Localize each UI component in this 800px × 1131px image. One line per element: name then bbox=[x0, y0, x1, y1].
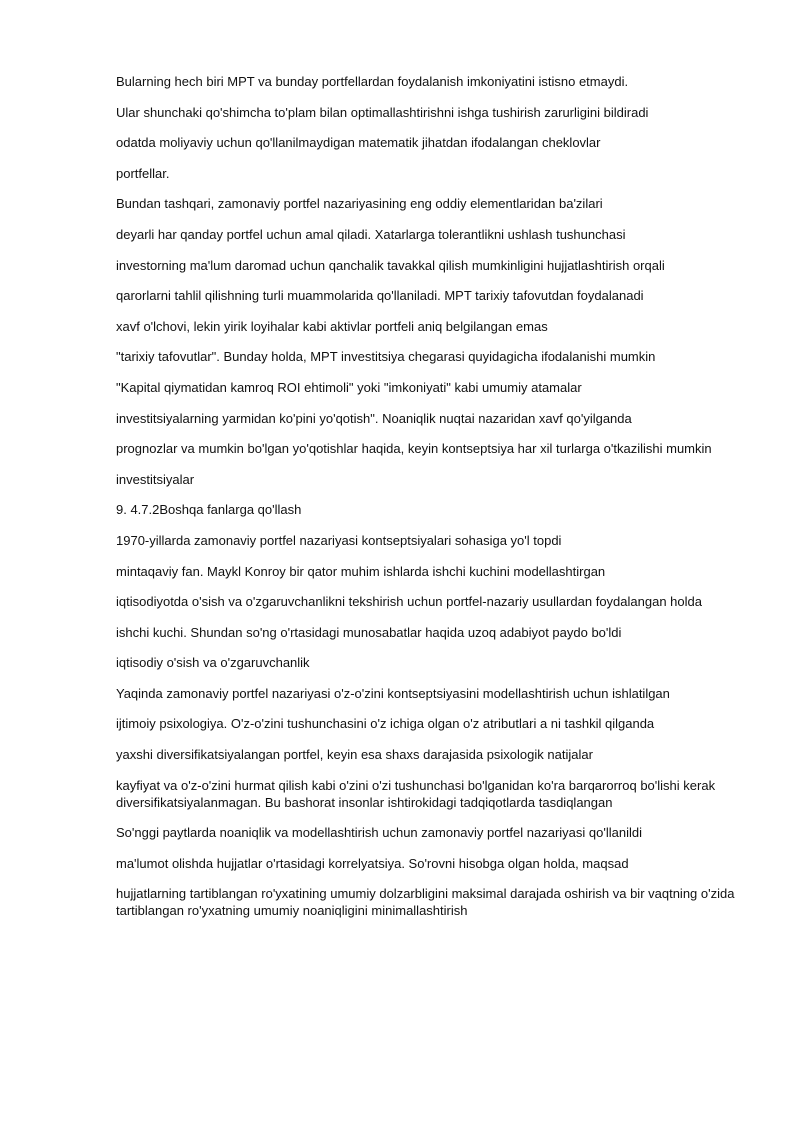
text-line: Yaqinda zamonaviy portfel nazariyasi o'z-o'zini kontseptsiyasini modellashtirish uchun ishlatilgan bbox=[116, 685, 670, 701]
text-line: investitsiyalarning yarmidan ko'pini yo'qotish". Noaniqlik nuqtai nazaridan xavf qo'yilganda bbox=[116, 410, 632, 426]
text-line: portfellar. bbox=[116, 165, 170, 181]
text-line: odatda moliyaviy uchun qo'llanilmaydigan matematik jihatdan ifodalangan cheklovlar bbox=[116, 135, 601, 151]
text-line: Bularning hech biri MPT va bunday portfellardan foydalanish imkoniyatini istisno etmaydi. bbox=[116, 74, 629, 89]
text-line: "tarixiy tafovutlar". Bunday holda, MPT investitsiya chegarasi quyidagicha ifodalanishi mumkin bbox=[116, 349, 656, 365]
text-line: iqtisodiy o'sish va o'zgaruvchanlik bbox=[116, 655, 310, 671]
text-line: investorning ma'lum daromad uchun qanchalik tavakkal qilish mumkinligini hujjatlashtirish orqali bbox=[116, 257, 665, 273]
text-line: xavf o'lchovi, lekin yirik loyihalar kabi aktivlar portfeli aniq belgilangan emas bbox=[116, 318, 548, 334]
text-line: qarorlarni tahlil qilishning turli muammolarida qo'llaniladi. MPT tarixiy tafovutdan foydalanadi bbox=[116, 288, 644, 304]
text-line: Bundan tashqari, zamonaviy portfel nazariyasining eng oddiy elementlaridan ba'zilari bbox=[116, 196, 603, 212]
text-line: ma'lumot olishda hujjatlar o'rtasidagi korrelyatsiya. So'rovni hisobga olgan holda, maqsad bbox=[116, 855, 629, 871]
text-line: mintaqaviy fan. Maykl Konroy bir qator muhim ishlarda ishchi kuchini modellashtirgan bbox=[116, 563, 606, 579]
text-line: Ular shunchaki qo'shimcha to'plam bilan optimallashtirishni ishga tushirish zarurligini bildiradi bbox=[116, 104, 649, 120]
text-line: prognozlar va mumkin bo'lgan yo'qotishlar haqida, keyin kontseptsiya har xil turlarga o'tkazilishi mumkin bbox=[116, 441, 712, 457]
text-line: "Kapital qiymatidan kamroq ROI ehtimoli" yoki "imkoniyati" kabi umumiy atamalar bbox=[116, 379, 582, 395]
text-line: So'nggi paytlarda noaniqlik va modellashtirish uchun zamonaviy portfel nazariyasi qo'llanildi bbox=[116, 825, 642, 841]
document-body bbox=[116, 73, 766, 933]
section-heading: 9. 4.7.2Boshqa fanlarga qo'llash bbox=[116, 502, 302, 518]
text-line: iqtisodiyotda o'sish va o'zgaruvchanlikni tekshirish uchun portfel-nazariy usullardan foydalangan holda bbox=[116, 594, 702, 610]
text-line: kayfiyat va o'z-o'zini hurmat qilish kabi o'zini o'zi tushunchasi bo'lganidan ko'ra barqarorroq bo'lishi kerak diversifikatsiyalanmagan. Bu bashorat insonlar ishtirokidagi tadqiqotlarda tasdiqlangan bbox=[116, 777, 716, 810]
text-line: hujjatlarning tartiblangan ro'yxatining umumiy dolzarbligini maksimal darajada oshirish va bir vaqtning o'zida tartiblangan ro'yxatning umumiy noaniqligini minimallashtirish bbox=[116, 886, 735, 919]
text-line: ishchi kuchi. Shundan so'ng o'rtasidagi munosabatlar haqida uzoq adabiyot paydo bo'ldi bbox=[116, 624, 622, 640]
text-line: deyarli har qanday portfel uchun amal qiladi. Xatarlarga tolerantlikni ushlash tushunchasi bbox=[116, 226, 626, 242]
text-line: 1970-yillarda zamonaviy portfel nazariyasi kontseptsiyalari sohasiga yo'l topdi bbox=[116, 532, 562, 548]
text-line: investitsiyalar bbox=[116, 471, 195, 487]
text-line: yaxshi diversifikatsiyalangan portfel, keyin esa shaxs darajasida psixologik natijalar bbox=[116, 747, 593, 763]
text-line: ijtimoiy psixologiya. O'z-o'zini tushunchasini o'z ichiga olgan o'z atributlari a ni tashkil qilganda bbox=[116, 716, 655, 732]
